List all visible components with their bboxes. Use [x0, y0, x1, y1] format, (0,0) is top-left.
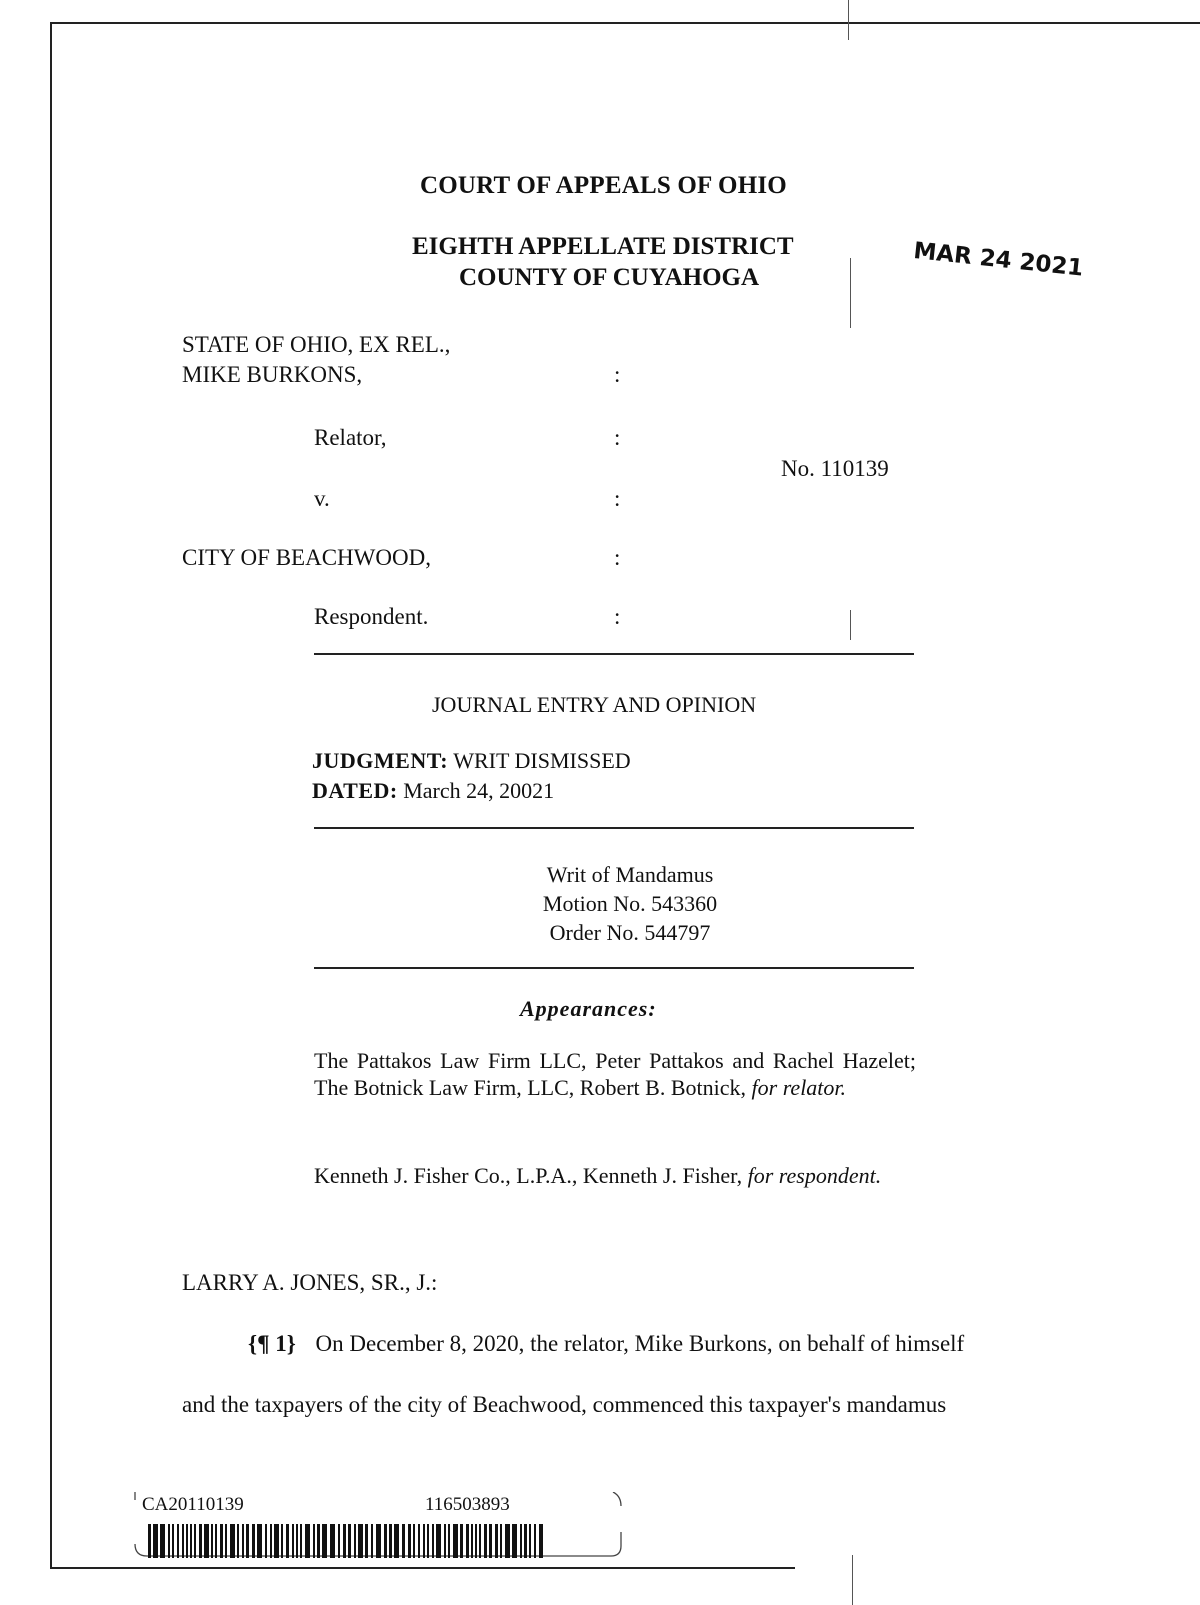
barcode-doc-number: 116503893	[425, 1494, 510, 1515]
barcode-bar	[186, 1524, 188, 1558]
appearances-heading: Appearances:	[520, 996, 657, 1021]
respondent-counsel-for: for respondent.	[747, 1163, 882, 1188]
relator-counsel-paragraph	[314, 1047, 916, 1101]
caption-colon: :	[614, 545, 621, 570]
barcode-bar	[484, 1524, 487, 1558]
barcode-bar	[199, 1524, 202, 1558]
barcode-bar	[292, 1524, 294, 1558]
relator-name-line1: STATE OF OHIO, EX REL.,	[182, 332, 451, 357]
writ-block	[480, 860, 780, 947]
barcode-bar	[495, 1524, 498, 1558]
barcode-bar	[448, 1524, 450, 1558]
barcode-bar	[423, 1524, 425, 1558]
relator-counsel: The Pattakos Law Firm LLC, Peter Pattakos and Rachel Hazelet; The Botnick Law Firm, LLC, Robert B. Botnick,	[314, 1048, 916, 1100]
relator-role: Relator,	[314, 425, 387, 450]
barcode-bars	[148, 1524, 543, 1558]
barcode-bar	[177, 1524, 179, 1558]
barcode-bar	[204, 1524, 209, 1558]
respondent-counsel: Kenneth J. Fisher Co., L.P.A., Kenneth J. Fisher,	[314, 1163, 743, 1188]
barcode-bar	[242, 1524, 244, 1558]
barcode-bar	[281, 1524, 283, 1558]
barcode-bar	[252, 1524, 255, 1558]
court-title: COURT OF APPEALS OF OHIO	[420, 172, 787, 199]
barcode-bar	[270, 1524, 272, 1558]
barcode-bar	[296, 1524, 298, 1558]
writ-type: Writ of Mandamus	[546, 862, 714, 887]
barcode-bar	[274, 1524, 279, 1558]
scan-mark	[850, 258, 851, 328]
dated-value: March 24, 20021	[403, 778, 555, 803]
barcode-bar	[529, 1524, 531, 1558]
relator-counsel-for: for relator.	[751, 1075, 847, 1100]
barcode-bar	[489, 1524, 492, 1558]
judgment-line	[312, 748, 631, 774]
caption-colon: :	[614, 362, 621, 387]
barcode-bar	[354, 1524, 356, 1558]
barcode-bar	[182, 1524, 184, 1558]
judge-name: LARRY A. JONES, SR., J.:	[182, 1270, 438, 1295]
barcode-bar	[365, 1524, 368, 1558]
barcode-bar	[444, 1524, 446, 1558]
barcode-bar	[317, 1524, 320, 1558]
barcode-bar	[305, 1524, 310, 1558]
barcode-bar	[471, 1524, 473, 1558]
divider-rule	[314, 827, 914, 829]
barcode-bar	[338, 1524, 340, 1558]
barcode-bar	[230, 1524, 235, 1558]
barcode-bar	[220, 1524, 223, 1558]
judgment-label: JUDGMENT:	[312, 748, 449, 773]
barcode-bar	[358, 1524, 363, 1558]
barcode-bar	[211, 1524, 213, 1558]
barcode-bar	[322, 1524, 327, 1558]
relator-name-line2: MIKE BURKONS,	[182, 362, 363, 387]
county-title: COUNTY OF CUYAHOGA	[459, 264, 760, 291]
barcode-bar	[413, 1524, 415, 1558]
barcode-case-code: CA20110139	[142, 1494, 244, 1515]
caption-colon: :	[614, 425, 621, 450]
divider-rule	[314, 967, 914, 969]
barcode-bar	[436, 1524, 441, 1558]
dated-line	[312, 778, 554, 804]
barcode-bar	[376, 1524, 381, 1558]
barcode-bar	[500, 1524, 502, 1558]
versus: v.	[314, 486, 330, 511]
barcode-bar	[343, 1524, 346, 1558]
scan-mark	[850, 610, 851, 640]
judgment-value: WRIT DISMISSED	[453, 748, 631, 773]
district-title: EIGHTH APPELLATE DISTRICT	[412, 233, 794, 260]
barcode-bar	[466, 1524, 469, 1558]
barcode-bar	[348, 1524, 351, 1558]
barcode-bar	[384, 1524, 387, 1558]
barcode-bar	[505, 1524, 510, 1558]
barcode-bar	[265, 1524, 267, 1558]
barcode-bar	[418, 1524, 420, 1558]
barcode-bar	[237, 1524, 239, 1558]
caption-colon: :	[614, 604, 621, 629]
paragraph-text-line1: On December 8, 2020, the relator, Mike Burkons, on behalf of himself	[315, 1331, 965, 1356]
page-bottom-border	[50, 1567, 795, 1569]
barcode-bar	[427, 1524, 429, 1558]
barcode-bar	[479, 1524, 481, 1558]
respondent-name: CITY OF BEACHWOOD,	[182, 545, 431, 570]
barcode-bar	[524, 1524, 527, 1558]
barcode-bar	[539, 1524, 543, 1558]
paragraph-text-line2: and the taxpayers of the city of Beachwood, commenced this taxpayer's mandamus	[182, 1392, 947, 1417]
barcode-bar	[475, 1524, 477, 1558]
dated-label: DATED:	[312, 778, 398, 803]
barcode-bar	[520, 1524, 522, 1558]
order-number: Order No. 544797	[549, 920, 711, 945]
barcode-bar	[160, 1524, 165, 1558]
barcode-bar	[153, 1524, 158, 1558]
barcode-bar	[330, 1524, 335, 1558]
divider-rule	[314, 653, 914, 655]
barcode-bar	[534, 1524, 536, 1558]
barcode-bar	[246, 1524, 249, 1558]
barcode-bar	[225, 1524, 227, 1558]
case-number: No. 110139	[781, 456, 889, 481]
barcode-bar	[402, 1524, 405, 1558]
barcode-bar	[371, 1524, 373, 1558]
barcode-bar	[394, 1524, 399, 1558]
barcode-bar	[148, 1524, 151, 1558]
barcode-bar	[408, 1524, 411, 1558]
barcode-bar	[512, 1524, 517, 1558]
paragraph-marker: {¶ 1}	[248, 1331, 296, 1356]
barcode-bar	[453, 1524, 458, 1558]
barcode-bar	[389, 1524, 392, 1558]
barcode-bar	[432, 1524, 434, 1558]
barcode-bar	[460, 1524, 463, 1558]
filed-date-stamp: MAR 24 2021	[912, 238, 1085, 282]
caption-colon: :	[614, 486, 621, 511]
barcode-bar	[300, 1524, 302, 1558]
barcode-bar	[257, 1524, 262, 1558]
barcode-bar	[313, 1524, 315, 1558]
entry-title: JOURNAL ENTRY AND OPINION	[432, 692, 757, 717]
barcode-bar	[190, 1524, 192, 1558]
barcode-bar	[286, 1524, 289, 1558]
barcode-bar	[215, 1524, 217, 1558]
scan-mark	[852, 1555, 853, 1605]
paragraph-first-line	[248, 1331, 964, 1357]
barcode-bar	[194, 1524, 196, 1558]
barcode-bar	[172, 1524, 174, 1558]
respondent-counsel-paragraph	[314, 1162, 916, 1189]
motion-number: Motion No. 543360	[542, 891, 718, 916]
scan-mark	[848, 0, 849, 40]
barcode-bar	[168, 1524, 170, 1558]
respondent-role: Respondent.	[314, 604, 429, 629]
